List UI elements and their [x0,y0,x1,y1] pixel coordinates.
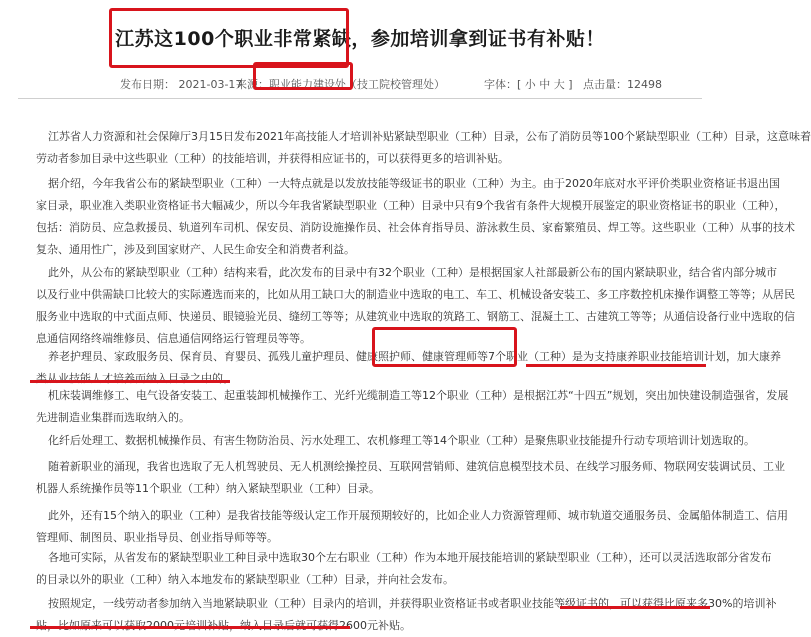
paragraph-line: 此外，从公布的紧缺型职业（工种）结构来看，此次发布的目录中有32个职业（工种）是根据国家人社部最新公布的国内紧缺职业，结合省内部分城市 [48,266,777,279]
title-area [0,0,720,80]
paragraph-line: 息通信网络终端维修员、信息通信网络运行管理员等等。 [36,332,311,345]
paragraph-line: 管理师、制图员、职业指导员、创业指导师等等。 [36,531,278,544]
paragraph-line: 劳动者参加目录中这些职业（工种）的技能培训，并获得相应证书的，可以获得更多的培训补贴。 [36,152,509,165]
paragraph-line: 此外，还有15个纳入的职业（工种）是我省技能等级认定工作开展预期较好的，比如企业人力资源管理师、城市轨道交通服务员、金属船体制造工、信用 [48,509,788,522]
paragraph-highlight-box [372,327,517,367]
article-paragraph [36,385,789,429]
red-underline [30,626,350,629]
article-paragraph [36,430,755,452]
paragraph-line: 复杂、通用性广，涉及到国家财产、人民生命安全和消费者利益。 [36,243,355,256]
publish-date: 发布日期： 2021-03-17 [120,78,243,91]
paragraph-line: 江苏省人力资源和社会保障厅3月15日发布2021年高技能人才培训补贴紧缺型职业（工种）目录，公布了消防员等100个紧缺型职业（工种）目录，这意味着 [48,130,811,143]
font-size-control[interactable]: 字体：[ 小 中 大 ] [484,78,573,91]
paragraph-line: 随着新职业的涌现，我省也选取了无人机驾驶员、无人机测绘操控员、互联网营销师、建筑信息模型技术员、在线学习服务师、物联网安装调试员、工业 [48,460,785,473]
paragraph-line: 包括：消防员、应急救援员、轨道列车司机、保安员、消防设施操作员、社会体育指导员、游泳救生员、家畜繁殖员、焊工等。这些职业（工种）从事的技术 [36,221,795,234]
paragraph-line: 按照规定，一线劳动者参加纳入当地紧缺职业（工种）目录内的培训，并获得职业资格证书或者职业技能等级证书的，可以获得比原来多30%的培训补 [48,597,777,610]
article-paragraph [36,505,788,549]
red-underline [560,606,710,609]
paragraph-line: 服务业中选取的中式面点师、快递员、眼镜验光员、缝纫工等等；从建筑业中选取的筑路工、钢筋工、混凝土工、古建筑工等等；从通信设备行业中选取的信 [36,310,795,323]
title-highlight-box [109,8,349,68]
red-underline [30,380,230,383]
article-paragraph [36,262,795,350]
article-paragraph [36,593,777,637]
paragraph-line: 家目录，职业准入类职业资格证书大幅减少，所以今年我省紧缺型职业（工种）目录中只有9个我省有条件大规模开展鉴定的职业资格证书的职业（工种）， [36,199,786,212]
source-highlight-box [253,62,353,90]
paragraph-line: 养老护理员、家政服务员、保育员、育婴员、孤残儿童护理员、健康照护师、健康管理师等7个职业（工种）是为支持康养职业技能培训计划，加大康养 [48,350,781,363]
header-divider [18,98,702,99]
article-meta [0,72,720,94]
paragraph-line: 贴，比如原来可以获取2000元培训补贴，纳入目录后就可获得2600元补贴。 [36,619,411,632]
paragraph-line: 据介绍，今年我省公布的紧缺型职业（工种）一大特点就是以发放技能等级证书的职业（工种）为主。由于2020年底对水平评价类职业资格证书退出国 [48,177,780,190]
paragraph-line: 机器人系统操作员等11个职业（工种）纳入紧缺型职业（工种）目录。 [36,482,380,495]
paragraph-line: 的目录以外的职业（工种）纳入本地发布的紧缺型职业（工种）目录，并向社会发布。 [36,573,454,586]
article-paragraph [36,547,772,591]
paragraph-line: 以及行业中供需缺口比较大的实际遴选而来的，比如从用工缺口大的制造业中选取的电工、车工、机械设备安装工、多工序数控机床操作调整工等等；从居民 [36,288,795,301]
article-paragraph [36,346,781,390]
article-paragraph [36,173,795,261]
article-paragraph [36,456,785,500]
paragraph-line: 各地可实际，从省发布的紧缺型职业工种目录中选取30个左右职业（工种）作为本地开展技能培训的紧缺型职业（工种），还可以灵活选取部分省发布 [48,551,772,564]
paragraph-line: 先进制造业集群而选取纳入的。 [36,411,190,424]
article-paragraph [36,126,811,170]
source-label[interactable]: 来源：职业能力建设处（技工院校管理处） [236,78,445,91]
click-count: 点击量：12498 [583,78,662,91]
paragraph-line: 类从业技能人才培养而纳入目录之中的。 [36,372,234,385]
red-underline [526,364,706,367]
paragraph-line: 机床装调维修工、电气设备安装工、起重装卸机械操作工、光纤光缆制造工等12个职业（工种）是根据江苏“十四五”规划，突出加快建设制造强省，发展 [48,389,789,402]
paragraph-line: 化纤后处理工、数据机械操作员、有害生物防治员、污水处理工、农机修理工等14个职业（工种）是聚焦职业技能提升行动专项培训计划选取的。 [48,434,755,447]
article-title: 江苏这100个职业非常紧缺，参加培训拿到证书有补贴！ [115,28,605,50]
